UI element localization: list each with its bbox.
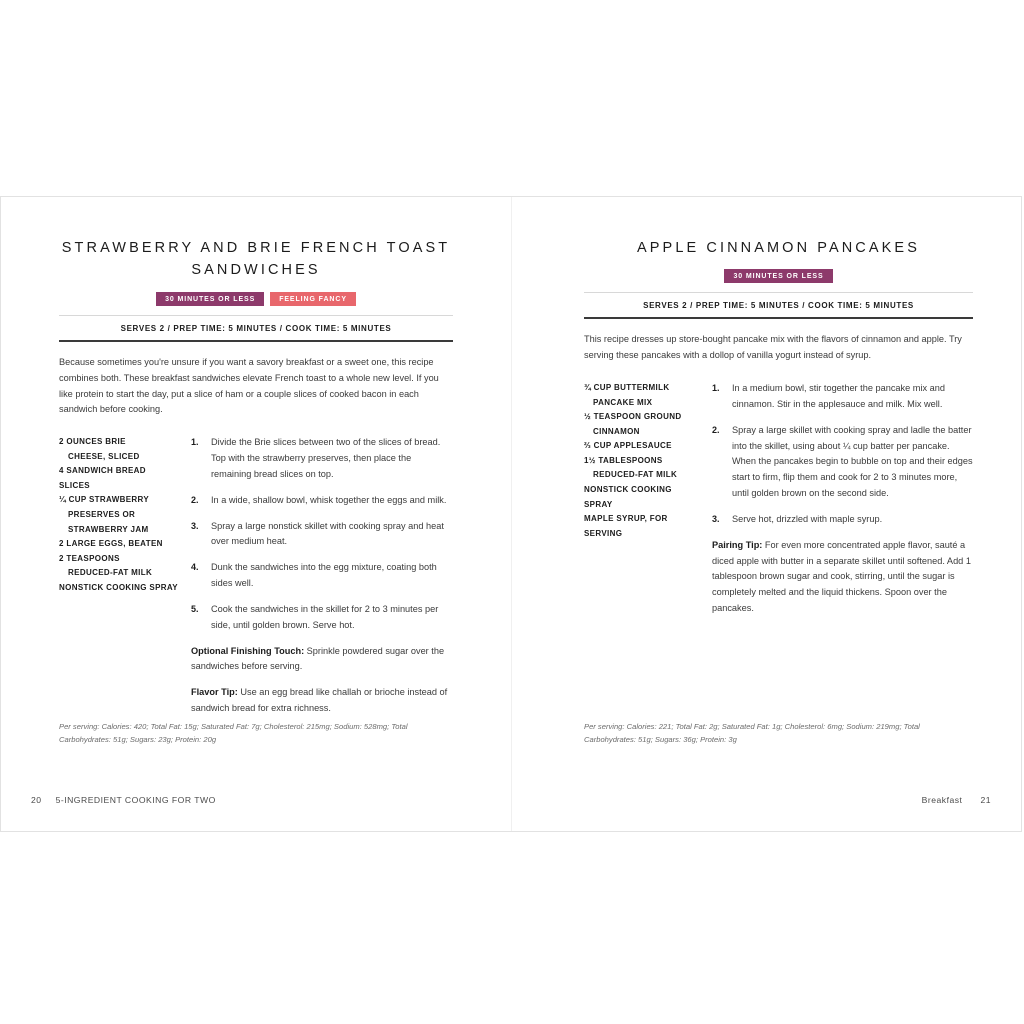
step-text: In a wide, shallow bowl, whisk together the eggs and milk. — [211, 494, 447, 505]
status-badge: 30 MINUTES OR LESS — [156, 292, 264, 306]
note-text: For even more concentrated apple flavor, sauté a diced apple with butter in a separate skillet until softened. Add 1 tablespoon brown sugar and cook, stirring, until the sugar is completely melted and the liquid thickens. Spoon over the pancakes. — [712, 539, 971, 614]
step-text: Divide the Brie slices between two of the slices of bread. Top with the strawberry preserves, then place the remaining bread slices on top. — [211, 437, 441, 479]
list-item — [59, 537, 179, 552]
note-label: Pairing Tip: — [712, 539, 763, 550]
page-title: STRAWBERRY AND BRIE FRENCH TOAST SANDWICHES — [61, 240, 451, 279]
step-number: 3. — [191, 520, 199, 531]
list-item — [191, 493, 453, 509]
recipe-note — [191, 644, 453, 676]
nutrition-info: Per serving: Calories: 221; Total Fat: 2g; Saturated Fat: 1g; Cholesterol: 6mg; Sodium: 219mg; Total Carbohydrates: 51g; Sugars: 36g; Protein: 3g — [584, 722, 920, 744]
ingredient-main: NONSTICK COOKING SPRAY — [584, 484, 672, 509]
nutrition-info: Per serving: Calories: 420; Total Fat: 15g; Saturated Fat: 7g; Cholesterol: 215mg; Sodium: 528mg; Total Carbohydrates: 51g; Sugars: 23g; Protein: 20g — [59, 722, 408, 744]
step-number: 2. — [191, 494, 199, 505]
ingredient-cont: CHEESE, SLICED — [68, 451, 140, 461]
intro-paragraph: Because sometimes you're unsure if you want a savory breakfast or a sweet one, this recipe combines both. These breakfast sandwiches elevate French toast to a whole new level. If you like protein to start the day, put a slice of ham or a couple slices of cooked bacon in each sandwich before cooking. — [59, 356, 439, 415]
list-item — [59, 581, 179, 596]
list-item — [191, 519, 453, 551]
page-title: APPLE CINNAMON PANCAKES — [637, 240, 920, 256]
serves-line: SERVES 2 / PREP TIME: 5 MINUTES / COOK TIME: 5 MINUTES — [584, 292, 973, 319]
ingredient-main: 2 LARGE EGGS, BEATEN — [59, 539, 163, 549]
chapter-title: Breakfast — [921, 795, 963, 805]
ingredient-cont: PANCAKE MIX — [593, 397, 653, 407]
list-item — [191, 560, 453, 592]
note-label: Flavor Tip: — [191, 687, 238, 698]
step-number: 1. — [712, 383, 720, 394]
directions-list — [712, 381, 973, 627]
ingredient-main: ⅔ CUP APPLESAUCE — [584, 441, 672, 451]
list-item — [59, 552, 179, 581]
list-item — [584, 512, 700, 541]
ingredient-main: 1½ TABLESPOONS — [584, 455, 663, 465]
left-columns — [59, 435, 453, 727]
recipe-note — [712, 538, 973, 617]
list-item — [59, 493, 179, 537]
note-text: Use an egg bread like challah or brioche instead of sandwich bread for extra richness. — [191, 687, 448, 714]
list-item — [712, 512, 973, 528]
ingredient-main: ¾ CUP BUTTERMILK — [584, 383, 670, 393]
step-text: Serve hot, drizzled with maple syrup. — [732, 513, 883, 524]
list-item — [59, 464, 179, 493]
ingredient-main: MAPLE SYRUP, FOR SERVING — [584, 514, 668, 538]
ingredient-cont: PRESERVES OR — [68, 509, 136, 519]
list-item — [191, 435, 453, 482]
ingredient-main: 2 TEASPOONS — [59, 553, 120, 563]
right-tag-row — [584, 269, 973, 283]
page-number: 20 — [31, 795, 42, 805]
step-number: 2. — [712, 424, 720, 435]
note-label: Optional Finishing Touch: — [191, 645, 305, 656]
ingredient-main: ¼ CUP STRAWBERRY — [59, 495, 150, 505]
page-number: 21 — [980, 795, 991, 805]
status-badge: FEELING FANCY — [270, 292, 356, 306]
right-columns — [584, 381, 973, 627]
ingredient-main: 4 SANDWICH BREAD SLICES — [59, 466, 146, 490]
left-tag-row — [59, 292, 453, 306]
left-page — [1, 197, 511, 831]
status-badge: 30 MINUTES OR LESS — [724, 269, 832, 283]
step-text: Cook the sandwiches in the skillet for 2 to 3 minutes per side, until golden brown. Serve hot. — [211, 603, 439, 630]
directions-list — [191, 435, 453, 727]
ingredient-cont: STRAWBERRY JAM — [68, 524, 149, 534]
list-item — [191, 602, 453, 634]
step-text: In a medium bowl, stir together the pancake mix and cinnamon. Stir in the applesauce and milk. Mix well. — [732, 383, 945, 409]
ingredients-list — [584, 381, 712, 627]
intro-paragraph: This recipe dresses up store-bought pancake mix with the flavors of cinnamon and apple. Try serving these pancakes with a dollop of vanilla yogurt instead of syrup. — [584, 334, 962, 361]
list-item — [584, 381, 700, 410]
step-text: Dunk the sandwiches into the egg mixture, coating both sides well. — [211, 562, 437, 589]
book-spread — [0, 196, 1022, 832]
list-item — [59, 435, 179, 464]
list-item — [584, 483, 700, 512]
right-page — [511, 197, 1021, 831]
left-page-content — [59, 237, 453, 727]
ingredient-cont: REDUCED-FAT MILK — [593, 470, 678, 480]
ingredient-main: NONSTICK COOKING SPRAY — [59, 582, 178, 592]
list-item — [584, 439, 700, 454]
list-item — [712, 423, 973, 502]
right-footer — [542, 795, 991, 805]
step-number: 3. — [712, 513, 720, 524]
serves-line: SERVES 2 / PREP TIME: 5 MINUTES / COOK TIME: 5 MINUTES — [59, 315, 453, 342]
left-serves-wrap — [59, 315, 453, 342]
ingredient-main: ½ TEASPOON GROUND — [584, 412, 682, 422]
ingredient-main: 2 OUNCES BRIE — [59, 437, 126, 447]
right-page-content — [584, 237, 973, 627]
step-number: 1. — [191, 437, 199, 448]
ingredient-cont: REDUCED-FAT MILK — [68, 568, 153, 578]
right-serves-wrap — [584, 292, 973, 319]
step-number: 5. — [191, 603, 199, 614]
step-text: Spray a large nonstick skillet with cooking spray and heat over medium heat. — [211, 520, 444, 547]
left-footer — [31, 795, 481, 805]
recipe-note — [191, 685, 453, 717]
list-item — [584, 454, 700, 483]
ingredient-cont: CINNAMON — [593, 426, 640, 436]
book-title: 5-INGREDIENT COOKING FOR TWO — [55, 795, 216, 805]
ingredients-list — [59, 435, 191, 727]
step-text: Spray a large skillet with cooking spray and ladle the batter into the skillet, using about ¼ cup batter per pancake. When the pancakes begin to bubble on top and their edges start to firm, flip them and cook for 2 to 3 minutes more, until golden brown on the second side. — [732, 424, 973, 499]
step-number: 4. — [191, 562, 199, 573]
list-item — [712, 381, 973, 413]
note-text: Sprinkle powdered sugar over the sandwiches before serving. — [191, 645, 445, 672]
list-item — [584, 410, 700, 439]
